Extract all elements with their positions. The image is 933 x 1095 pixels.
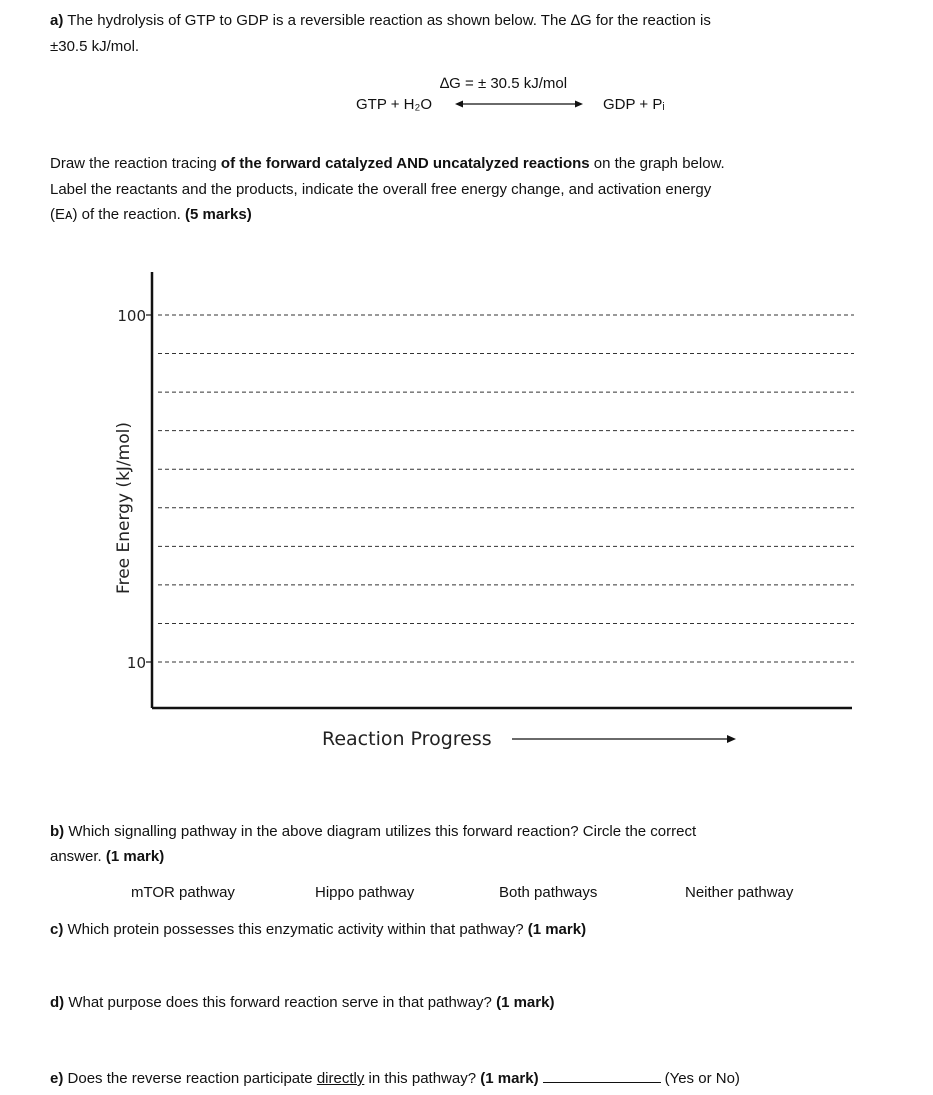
question-c xyxy=(50,921,586,938)
option-mtor[interactable]: mTOR pathway xyxy=(131,884,235,901)
question-c-label: c) xyxy=(50,921,64,938)
question-b-line1 xyxy=(50,823,696,840)
question-e xyxy=(50,1070,740,1087)
question-b-label: b) xyxy=(50,823,65,840)
answer-hint: (Yes or No) xyxy=(664,1070,740,1087)
equation-products: GDP + Pᵢ xyxy=(603,96,665,113)
marks-label: (1 mark) xyxy=(105,848,165,865)
marks-label: (1 mark) xyxy=(527,921,587,938)
question-a-text: The hydrolysis of GTP to GDP is a reversible reaction as shown below. The ∆G for the reaction is xyxy=(67,12,711,29)
instruction-text: (Eᴀ) of the reaction. xyxy=(50,206,185,223)
y-tick-top: 100 xyxy=(117,307,146,325)
option-both[interactable]: Both pathways xyxy=(499,884,598,901)
question-d-label: d) xyxy=(50,994,65,1011)
instruction-line3 xyxy=(50,206,252,223)
question-a-label: a) xyxy=(50,12,64,29)
instruction-line2: Label the reactants and the products, indicate the overall free energy change, and activation energy xyxy=(50,181,712,198)
question-e-text: Does the reverse reaction participate xyxy=(67,1070,317,1087)
instruction-line1 xyxy=(50,155,725,172)
question-d-text: What purpose does this forward reaction serve in that pathway? xyxy=(68,994,497,1011)
question-b-text-end: answer. xyxy=(50,848,106,865)
instruction-text: Draw the reaction tracing xyxy=(50,155,221,172)
question-e-text-end: in this pathway? xyxy=(364,1070,481,1087)
question-c-text: Which protein possesses this enzymatic activity within that pathway? xyxy=(67,921,528,938)
equation-reactants: GTP + H₂O xyxy=(356,96,432,113)
equation-delta-g: ∆G = ± 30.5 kJ/mol xyxy=(440,75,568,92)
question-a-line1 xyxy=(50,12,711,29)
instruction-bold: of the forward catalyzed AND uncatalyzed reactions xyxy=(220,155,590,172)
question-d xyxy=(50,994,554,1011)
marks-label: (5 marks) xyxy=(185,206,252,223)
arrow-right-icon xyxy=(727,735,736,743)
y-tick-bottom: 10 xyxy=(126,654,146,672)
marks-label: (1 mark) xyxy=(496,994,555,1011)
question-b-line2 xyxy=(50,848,164,865)
option-neither[interactable]: Neither pathway xyxy=(685,884,794,901)
free-energy-graph[interactable] xyxy=(100,260,860,760)
question-e-underlined: directly xyxy=(316,1070,365,1087)
x-axis-label: Reaction Progress xyxy=(322,728,492,750)
marks-label: (1 mark) xyxy=(480,1070,539,1087)
option-hippo[interactable]: Hippo pathway xyxy=(315,884,415,901)
instruction-text-end: on the graph below. xyxy=(589,155,725,172)
y-axis-label: Free Energy (kJ/mol) xyxy=(114,422,134,594)
question-e-label: e) xyxy=(50,1070,64,1087)
question-a-line2: ±30.5 kJ/mol. xyxy=(50,38,140,55)
reversible-arrow-icon xyxy=(455,98,583,110)
answer-blank[interactable] xyxy=(543,1070,661,1083)
gridlines xyxy=(158,315,854,662)
question-b-text: Which signalling pathway in the above diagram utilizes this forward reaction? Circle the correct xyxy=(68,823,697,840)
